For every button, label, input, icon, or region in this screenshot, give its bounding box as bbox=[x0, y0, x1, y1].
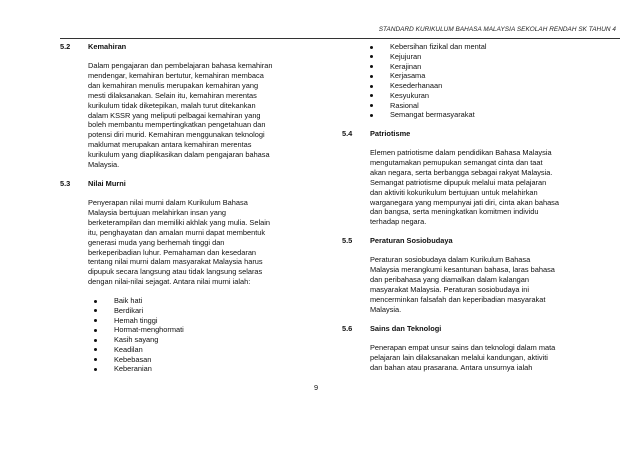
bullet-icon bbox=[370, 75, 373, 78]
text-line: dan aktiviti kokurikulum bertujuan untuk melahirkan bbox=[370, 187, 538, 197]
text-line: berkeperibadian luhur. Pemahaman dan kesedaran bbox=[88, 247, 257, 257]
text-line: Elemen patriotisme dalam pendidikan Bahasa Malaysia bbox=[370, 148, 552, 157]
list-item: Kesederhanaan bbox=[370, 81, 588, 91]
section-number: 5.2 bbox=[60, 42, 71, 51]
text-line: berketerampilan dan memiliki akhlak yang mulia. Selain bbox=[88, 217, 270, 227]
paragraph-nilai-murni bbox=[88, 198, 310, 287]
bullet-icon bbox=[370, 85, 373, 88]
bullet-icon bbox=[94, 309, 97, 312]
list-item: Berdikari bbox=[94, 306, 310, 316]
text-line: pelajaran lain dilaksanakan melalui kandungan, aktiviti bbox=[370, 352, 548, 362]
text-line: warganegara yang mempunyai jati diri, cinta akan bahasa bbox=[370, 197, 559, 207]
text-line: dan bahan atau prasarana. Antara unsurnya ialah bbox=[370, 362, 533, 372]
text-line: kurikulum tidak diketepikan, malah turut ditekankan bbox=[88, 100, 256, 110]
section-title: Kemahiran bbox=[88, 42, 127, 51]
bullet-icon bbox=[370, 94, 373, 97]
list-item: Kerjasama bbox=[370, 71, 588, 81]
text-line: akan negara, serta berbangga sebagai rakyat Malaysia. bbox=[370, 167, 553, 177]
list-item: Keberanian bbox=[94, 364, 310, 374]
text-line: boleh membantu mempertingkatkan pengetahuan dan bbox=[88, 120, 266, 130]
list-item: Kesyukuran bbox=[370, 91, 588, 101]
section-number: 5.6 bbox=[342, 323, 353, 333]
text-line: dengan nilai-nilai sejagat. Antara nilai murni ialah: bbox=[88, 277, 251, 287]
text-line: dan peribahasa yang diamalkan dalam kalangan bbox=[370, 275, 530, 285]
bullet-icon bbox=[94, 339, 97, 342]
bullet-icon bbox=[94, 300, 97, 303]
section-heading-5-2 bbox=[60, 42, 310, 52]
paragraph-sains-teknologi bbox=[370, 343, 588, 373]
bullet-icon bbox=[370, 55, 373, 58]
bullet-icon bbox=[370, 65, 373, 68]
paragraph-kemahiran bbox=[88, 61, 310, 170]
text-line: tentang nilai murni dalam masyarakat Malaysia harus bbox=[88, 257, 263, 267]
section-number: 5.4 bbox=[342, 129, 353, 138]
text-line: dan bangsa, serta meningkatkan komitmen individu bbox=[370, 207, 539, 217]
right-column bbox=[342, 42, 588, 372]
list-item: Kejujuran bbox=[370, 52, 588, 62]
section-heading-5-5 bbox=[342, 236, 588, 246]
text-line: mendengar, kemahiran bertutur, kemahiran membaca bbox=[88, 70, 264, 80]
bullet-icon bbox=[94, 358, 97, 361]
bullet-icon bbox=[94, 329, 97, 332]
document-header: STANDARD KURIKULUM BAHASA MALAYSIA SEKOLAH RENDAH SK TAHUN 4 bbox=[378, 26, 616, 33]
text-line: maklumat merupakan antara kemahiran merentas bbox=[88, 140, 252, 150]
left-column bbox=[60, 42, 310, 374]
list-item: Kerajinan bbox=[370, 62, 588, 72]
text-line: dan kemahiran menulis merupakan kemahiran yang bbox=[88, 80, 259, 90]
text-line: Dalam pengajaran dan pembelajaran bahasa kemahiran bbox=[88, 61, 273, 70]
paragraph-sosiobudaya bbox=[370, 255, 588, 314]
section-title: Sains dan Teknologi bbox=[370, 323, 442, 333]
page-number: 9 bbox=[314, 383, 319, 392]
text-line: Malaysia bertujuan melahirkan insan yang bbox=[88, 207, 227, 217]
list-item: Rasional bbox=[370, 101, 588, 111]
text-line: mencerminkan falsafah dan keperibadian masyarakat bbox=[370, 294, 546, 304]
text-line: mesti dilaksanakan. Selain itu, kemahiran merentas bbox=[88, 90, 257, 100]
text-line: Penyerapan nilai murni dalam Kurikulum Bahasa bbox=[88, 197, 248, 207]
section-title: Peraturan Sosiobudaya bbox=[370, 236, 453, 246]
text-line: dipupuk secara langsung atau tidak langsung selaras bbox=[88, 267, 263, 277]
text-line: Peraturan sosiobudaya dalam Kurikulum Bahasa bbox=[370, 255, 531, 265]
values-list-continued bbox=[342, 42, 588, 120]
bullet-icon bbox=[94, 368, 97, 371]
bullet-icon bbox=[370, 46, 373, 49]
values-list bbox=[60, 296, 310, 374]
list-item: Kebersihan fizikal dan mental bbox=[370, 42, 588, 52]
section-heading-5-4 bbox=[342, 129, 588, 139]
list-item: Hemah tinggi bbox=[94, 316, 310, 326]
text-line: dalam KSSR yang meliputi pelbagai kemahiran yang bbox=[88, 110, 261, 120]
list-item: Hormat-menghormati bbox=[94, 325, 310, 335]
list-item: Baik hati bbox=[94, 296, 310, 306]
list-item: Keadilan bbox=[94, 345, 310, 355]
bullet-icon bbox=[370, 114, 373, 117]
text-line: potensi diri murid. Kemahiran menggunakan teknologi bbox=[88, 130, 265, 140]
bullet-icon bbox=[94, 348, 97, 351]
section-number: 5.5 bbox=[342, 236, 353, 246]
text-line: Penerapan empat unsur sains dan teknologi dalam mata bbox=[370, 342, 556, 352]
text-line: terhadap negara. bbox=[370, 217, 427, 227]
header-rule bbox=[60, 38, 620, 39]
section-title: Nilai Murni bbox=[88, 178, 126, 188]
list-item: Kasih sayang bbox=[94, 335, 310, 345]
text-line: itu, penghayatan dan amalan murni dapat membentuk bbox=[88, 227, 266, 237]
section-heading-5-3 bbox=[60, 179, 310, 189]
text-line: generasi muda yang berhemah tinggi dan bbox=[88, 237, 225, 247]
text-line: Malaysia. bbox=[370, 304, 402, 314]
text-line: mengutamakan pemupukan semangat cinta dan taat bbox=[370, 157, 543, 167]
text-line: Malaysia. bbox=[88, 160, 120, 170]
text-line: Malaysia merangkumi kesantunan bahasa, laras bahasa bbox=[370, 265, 555, 275]
text-line: Semangat patriotisme dipupuk melalui mata pelajaran bbox=[370, 177, 547, 187]
bullet-icon bbox=[94, 319, 97, 322]
list-item: Kebebasan bbox=[94, 355, 310, 365]
bullet-icon bbox=[370, 104, 373, 107]
section-number: 5.3 bbox=[60, 178, 71, 188]
section-heading-5-6 bbox=[342, 324, 588, 334]
paragraph-patriotisme bbox=[370, 148, 588, 227]
list-item: Semangat bermasyarakat bbox=[370, 110, 588, 120]
section-title: Patriotisme bbox=[370, 129, 411, 138]
text-line: masyarakat Malaysia. Peraturan sosiobudaya ini bbox=[370, 284, 529, 294]
text-line: kurikulum yang diaplikasikan dalam pengajaran bahasa bbox=[88, 150, 270, 160]
